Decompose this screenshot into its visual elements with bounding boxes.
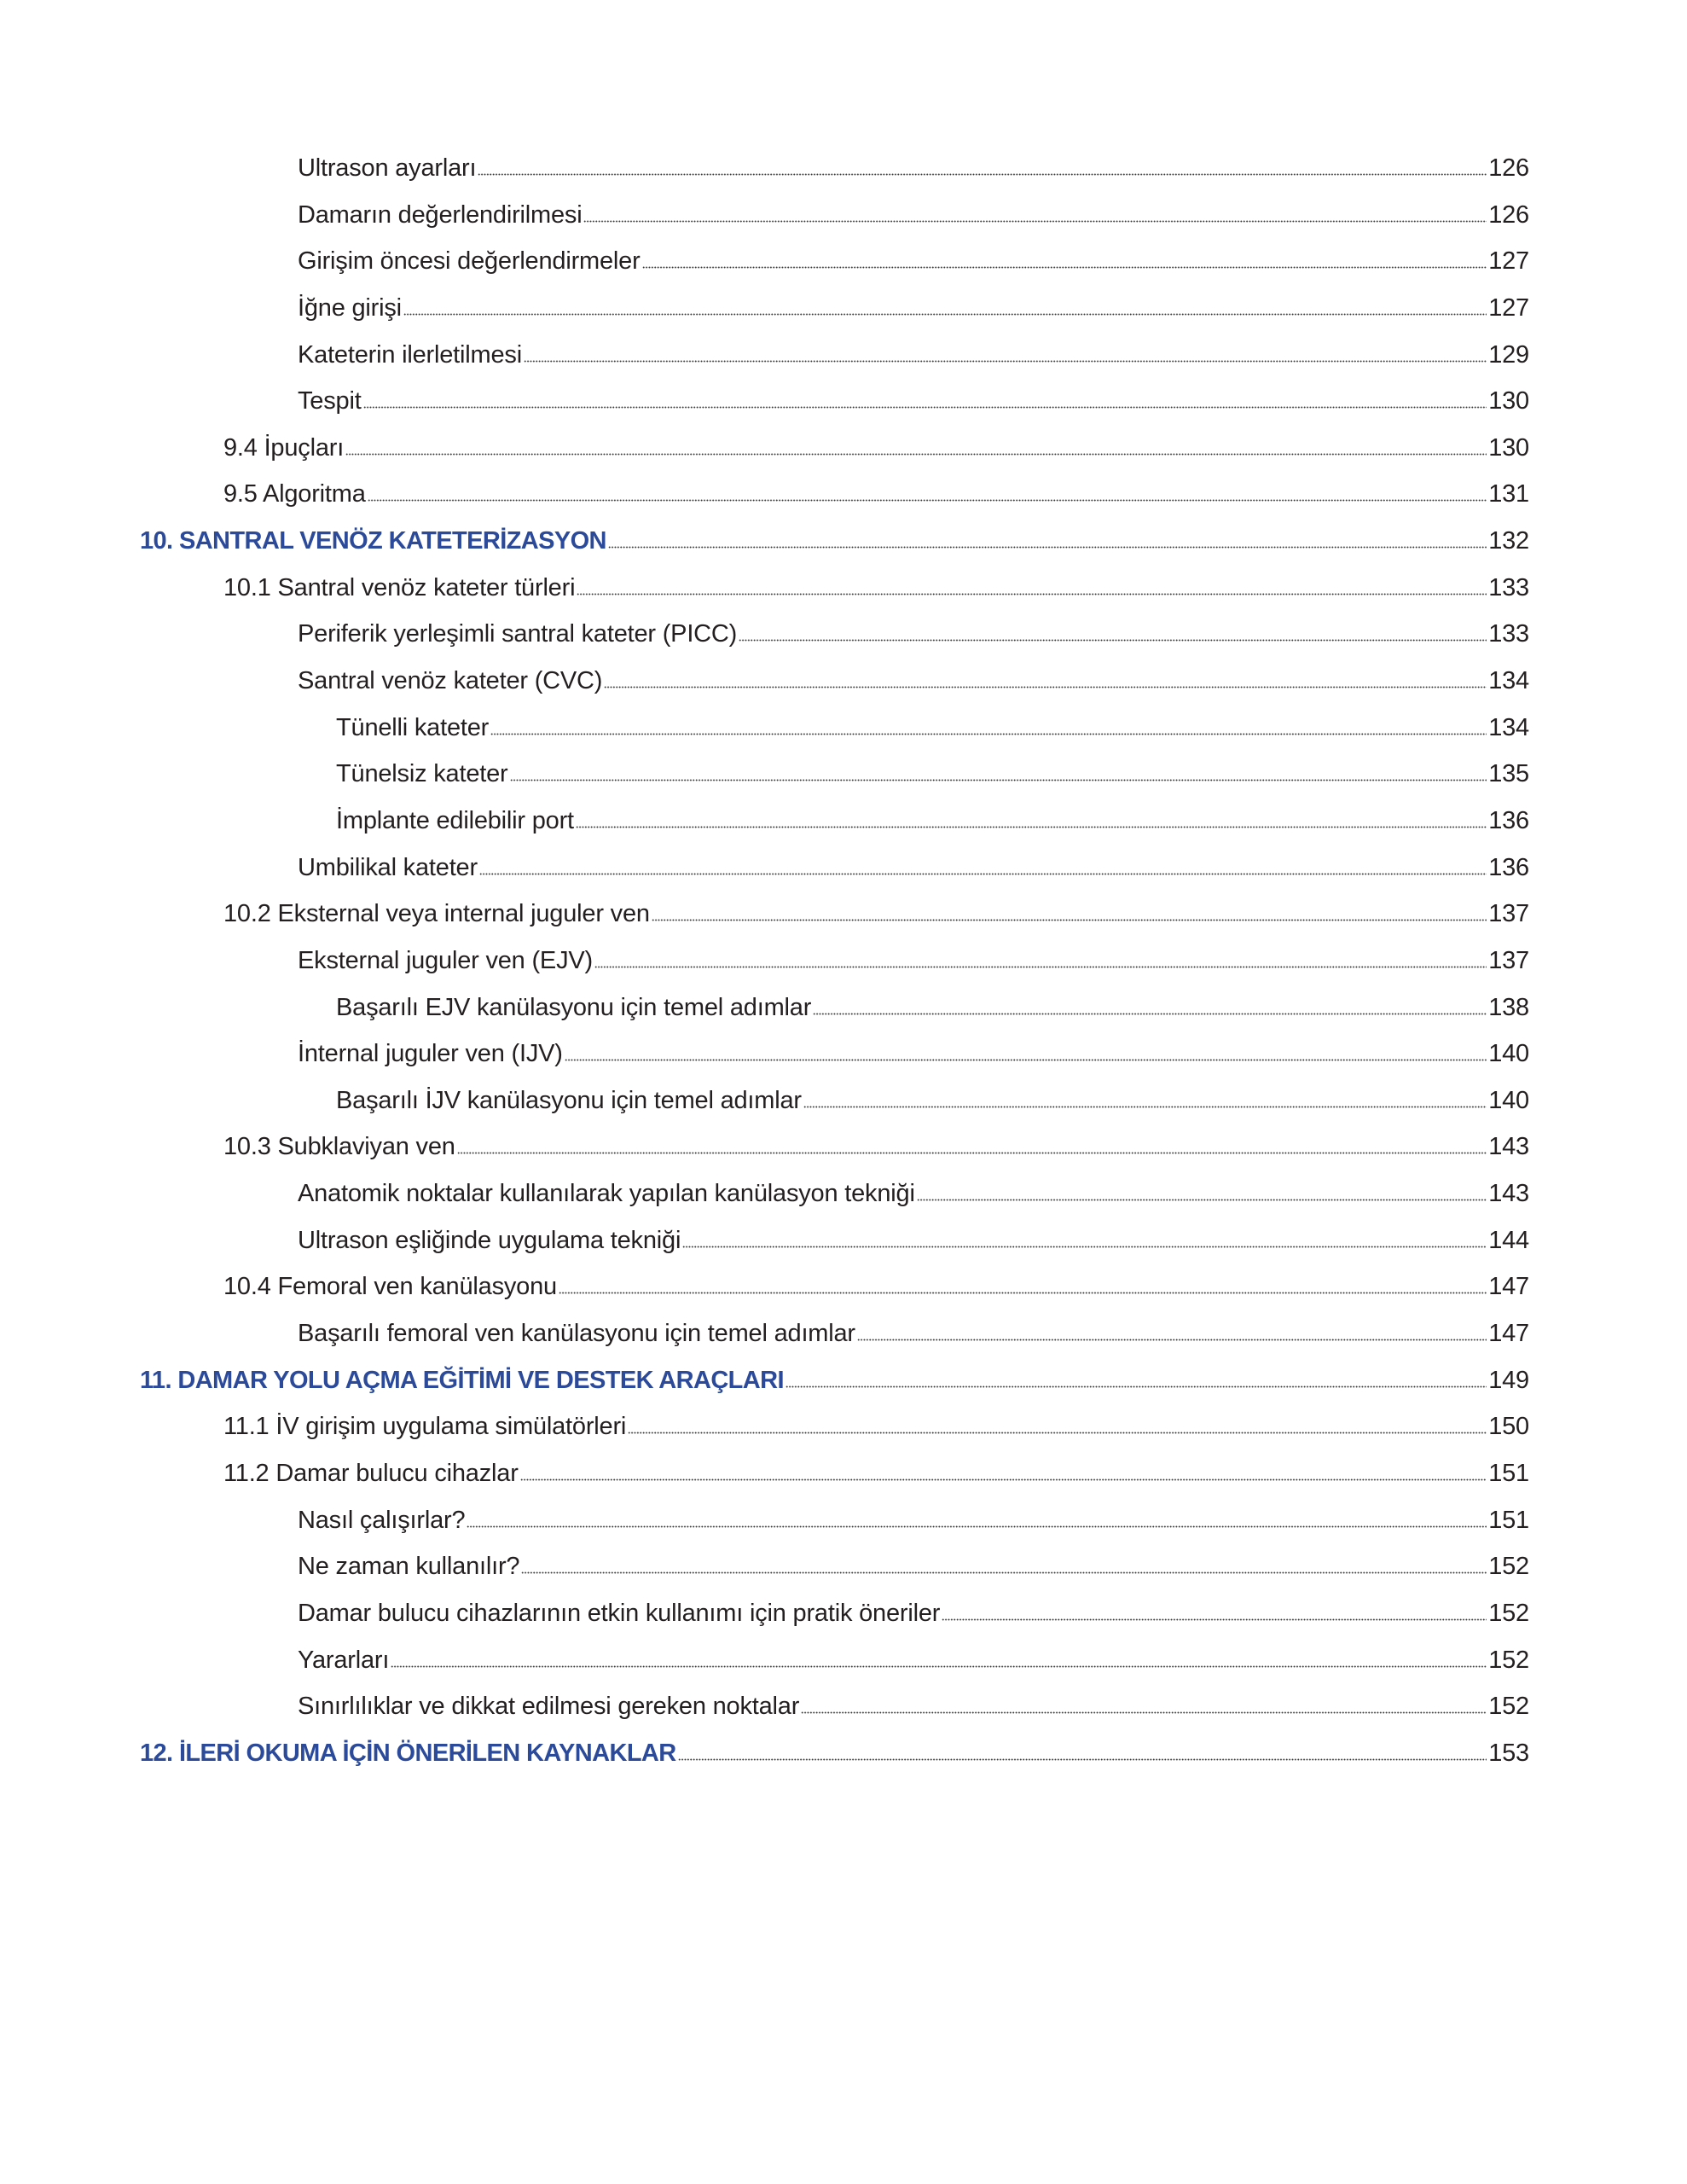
toc-entry[interactable] [0, 330, 1687, 377]
toc-entry-line [298, 1179, 1529, 1208]
toc-entry-title: Nasıl çalışırlar? [298, 1506, 466, 1534]
toc-chapter-entry[interactable] [0, 1728, 1687, 1775]
dot-leader [457, 1148, 1487, 1155]
toc-entry[interactable] [0, 656, 1687, 703]
toc-entry-line [140, 1366, 1529, 1395]
toc-entry-title: Yararları [298, 1646, 390, 1674]
dot-leader [559, 1288, 1487, 1295]
toc-entry[interactable] [0, 1216, 1687, 1263]
toc-page-number: 152 [1488, 1646, 1529, 1674]
toc-page-number: 143 [1488, 1133, 1529, 1161]
dot-leader [521, 1568, 1487, 1575]
toc-entry-title: Sınırlılıklar ve dikkat edilmesi gereken noktalar [298, 1693, 800, 1721]
dot-leader [467, 1522, 1487, 1529]
toc-page-number: 147 [1488, 1320, 1529, 1348]
toc-chapter-entry[interactable] [0, 1356, 1687, 1403]
toc-page-number: 133 [1488, 620, 1529, 648]
toc-entry[interactable] [0, 1122, 1687, 1169]
dot-leader [577, 590, 1487, 596]
toc-entry-title: Periferik yerleşimli santral kateter (PICC) [298, 620, 738, 648]
toc-entry-title: Santral venöz kateter (CVC) [298, 667, 603, 695]
toc-entry-title: İğne girişi [298, 293, 402, 322]
toc-entry-line [298, 1319, 1529, 1348]
toc-entry-title: Başarılı EJV kanülasyonu için temel adımlar [336, 993, 812, 1021]
toc-entry-title: İnternal juguler ven (IJV) [298, 1040, 563, 1068]
toc-entry-title: Umbilikal kateter [298, 853, 478, 881]
toc-page-number: 150 [1488, 1413, 1529, 1441]
dot-leader [786, 1382, 1487, 1389]
dot-leader [801, 1708, 1487, 1715]
toc-entry[interactable] [0, 609, 1687, 656]
dot-leader [682, 1242, 1487, 1249]
toc-entry[interactable] [0, 1449, 1687, 1496]
toc-page-number: 134 [1488, 713, 1529, 741]
toc-entry-title: 9.4 İpuçları [223, 433, 345, 462]
toc-page-number: 151 [1488, 1506, 1529, 1534]
toc-entry-line [298, 1039, 1529, 1068]
toc-entry-title: Tespit [298, 387, 362, 415]
toc-entry-title: Ne zaman kullanılır? [298, 1553, 520, 1581]
table-of-contents [0, 143, 1687, 1774]
dot-leader [520, 1475, 1487, 1482]
toc-entry-line [223, 1412, 1529, 1441]
dot-leader [628, 1428, 1487, 1435]
toc-entry[interactable] [0, 423, 1687, 470]
dot-leader [524, 357, 1487, 363]
dot-leader [604, 682, 1487, 689]
toc-entry[interactable] [0, 796, 1687, 843]
toc-entry-title: Kateterin ilerletilmesi [298, 340, 522, 369]
toc-entry-line [298, 1646, 1529, 1675]
toc-entry-line [223, 1459, 1529, 1488]
toc-page-number: 143 [1488, 1180, 1529, 1208]
dot-leader [391, 1662, 1487, 1669]
dot-leader [576, 822, 1487, 829]
dot-leader [678, 1755, 1487, 1762]
toc-entry[interactable] [0, 1496, 1687, 1542]
toc-entry[interactable] [0, 236, 1687, 283]
dot-leader [565, 1055, 1487, 1062]
dot-leader [803, 1102, 1487, 1109]
dot-leader [642, 263, 1487, 270]
toc-entry-line [298, 1226, 1529, 1255]
toc-entry[interactable] [0, 143, 1687, 190]
toc-entry[interactable] [0, 1542, 1687, 1589]
toc-entry-title: 9.5 Algoritma [223, 480, 366, 508]
toc-entry-title: Anatomik noktalar kullanılarak yapılan kanülasyon tekniği [298, 1180, 915, 1208]
toc-entry-line [298, 1552, 1529, 1581]
toc-page-number: 149 [1488, 1366, 1529, 1394]
dot-leader [739, 636, 1487, 642]
toc-page-number: 152 [1488, 1553, 1529, 1581]
toc-page-number: 126 [1488, 200, 1529, 229]
toc-entry[interactable] [0, 1309, 1687, 1356]
toc-entry[interactable] [0, 749, 1687, 796]
toc-entry-line [336, 806, 1529, 835]
toc-entry-title: 11.1 İV girişim uygulama simülatörleri [223, 1413, 627, 1441]
dot-leader [363, 403, 1487, 410]
toc-entry-line [298, 853, 1529, 882]
dot-leader [813, 1009, 1487, 1016]
toc-entry-title: Girişim öncesi değerlendirmeler [298, 247, 641, 276]
toc-page-number: 140 [1488, 1086, 1529, 1114]
toc-entry-title: 10.1 Santral venöz kateter türleri [223, 573, 576, 601]
toc-entry-line [336, 993, 1529, 1022]
toc-entry-line [140, 526, 1529, 555]
dot-leader [490, 729, 1487, 736]
toc-page-number: 126 [1488, 154, 1529, 182]
toc-page-number: 138 [1488, 993, 1529, 1021]
toc-page-number: 144 [1488, 1226, 1529, 1254]
toc-entry[interactable] [0, 1635, 1687, 1682]
toc-entry-title: Eksternal juguler ven (EJV) [298, 946, 593, 974]
toc-entry-line [223, 479, 1529, 508]
toc-entry-line [336, 759, 1529, 788]
toc-entry-title: Damar bulucu cihazlarının etkin kullanımı için pratik öneriler [298, 1599, 941, 1627]
toc-entry[interactable] [0, 190, 1687, 237]
dot-leader [479, 869, 1487, 876]
toc-entry-line [223, 433, 1529, 462]
toc-chapter-entry[interactable] [0, 516, 1687, 563]
toc-page-number: 131 [1488, 480, 1529, 508]
toc-entry[interactable] [0, 936, 1687, 983]
dot-leader [583, 217, 1487, 224]
toc-entry-title: 10.4 Femoral ven kanülasyonu [223, 1273, 557, 1301]
toc-page-number: 136 [1488, 853, 1529, 881]
toc-entry[interactable] [0, 983, 1687, 1030]
toc-page-number: 152 [1488, 1693, 1529, 1721]
toc-entry-line [298, 619, 1529, 648]
toc-page-number: 152 [1488, 1599, 1529, 1627]
toc-entry-title: 12. İLERİ OKUMA İÇİN ÖNERİLEN KAYNAKLAR [140, 1739, 676, 1767]
dot-leader [368, 496, 1487, 502]
toc-entry[interactable] [0, 1262, 1687, 1309]
toc-entry-title: Tünelli kateter [336, 713, 490, 741]
dot-leader [510, 775, 1487, 782]
toc-page-number: 130 [1488, 387, 1529, 415]
toc-entry-title: 11. DAMAR YOLU AÇMA EĞİTİMİ VE DESTEK ARAÇLARI [140, 1366, 784, 1394]
toc-entry-line [223, 899, 1529, 928]
dot-leader [857, 1335, 1487, 1342]
toc-entry-line [336, 1086, 1529, 1115]
toc-entry-line [298, 247, 1529, 276]
toc-page-number: 151 [1488, 1459, 1529, 1487]
toc-entry-title: Tünelsiz kateter [336, 760, 508, 788]
toc-entry-line [298, 1599, 1529, 1628]
toc-page-number: 137 [1488, 946, 1529, 974]
toc-entry-line [298, 154, 1529, 183]
toc-entry-title: Başarılı İJV kanülasyonu için temel adımlar [336, 1086, 802, 1114]
toc-entry-line [298, 200, 1529, 229]
dot-leader [917, 1195, 1487, 1202]
toc-entry[interactable] [0, 1682, 1687, 1728]
toc-entry-line [298, 1506, 1529, 1535]
dot-leader [608, 543, 1487, 549]
toc-page-number: 140 [1488, 1040, 1529, 1068]
toc-entry[interactable] [0, 376, 1687, 423]
toc-entry-line [298, 946, 1529, 975]
toc-page-number: 130 [1488, 433, 1529, 462]
dot-leader [942, 1615, 1487, 1622]
dot-leader [403, 310, 1487, 317]
toc-entry-line [140, 1739, 1529, 1768]
toc-entry-title: Ultrason eşliğinde uygulama tekniği [298, 1226, 681, 1254]
toc-page-number: 132 [1488, 527, 1529, 555]
toc-entry[interactable] [0, 1076, 1687, 1123]
toc-entry-line [223, 573, 1529, 602]
toc-page-number: 153 [1488, 1739, 1529, 1767]
dot-leader [478, 170, 1487, 177]
dot-leader [345, 450, 1487, 456]
toc-entry-title: İmplante edilebilir port [336, 806, 574, 834]
toc-entry[interactable] [0, 469, 1687, 516]
toc-entry[interactable] [0, 1029, 1687, 1076]
toc-entry[interactable] [0, 1402, 1687, 1449]
toc-entry-line [298, 293, 1529, 322]
toc-entry[interactable] [0, 1169, 1687, 1216]
toc-page-number: 129 [1488, 340, 1529, 369]
toc-entry-line [223, 1132, 1529, 1161]
toc-entry-line [298, 1692, 1529, 1721]
toc-page-number: 127 [1488, 293, 1529, 322]
toc-entry-line [298, 666, 1529, 695]
toc-entry[interactable] [0, 283, 1687, 330]
toc-entry[interactable] [0, 563, 1687, 610]
toc-entry-line [298, 386, 1529, 415]
toc-entry[interactable] [0, 703, 1687, 750]
toc-entry-title: Ultrason ayarları [298, 154, 477, 182]
toc-entry[interactable] [0, 1589, 1687, 1635]
toc-entry-title: Damarın değerlendirilmesi [298, 200, 583, 229]
toc-page-number: 127 [1488, 247, 1529, 276]
toc-entry-line [223, 1272, 1529, 1301]
toc-entry-line [298, 340, 1529, 369]
toc-entry-line [336, 713, 1529, 742]
toc-page-number: 136 [1488, 806, 1529, 834]
toc-entry-title: 10.3 Subklaviyan ven [223, 1133, 455, 1161]
toc-entry-title: 10.2 Eksternal veya internal juguler ven [223, 900, 650, 928]
toc-page-number: 147 [1488, 1273, 1529, 1301]
dot-leader [594, 962, 1487, 969]
toc-page-number: 135 [1488, 760, 1529, 788]
toc-entry-title: 11.2 Damar bulucu cihazlar [223, 1459, 519, 1487]
toc-page-number: 134 [1488, 667, 1529, 695]
toc-entry[interactable] [0, 889, 1687, 936]
toc-entry-title: 10. SANTRAL VENÖZ KATETERİZASYON [140, 527, 606, 555]
toc-entry-title: Başarılı femoral ven kanülasyonu için temel adımlar [298, 1320, 855, 1348]
dot-leader [652, 915, 1487, 922]
toc-page-number: 137 [1488, 900, 1529, 928]
toc-page-number: 133 [1488, 573, 1529, 601]
toc-entry[interactable] [0, 843, 1687, 890]
